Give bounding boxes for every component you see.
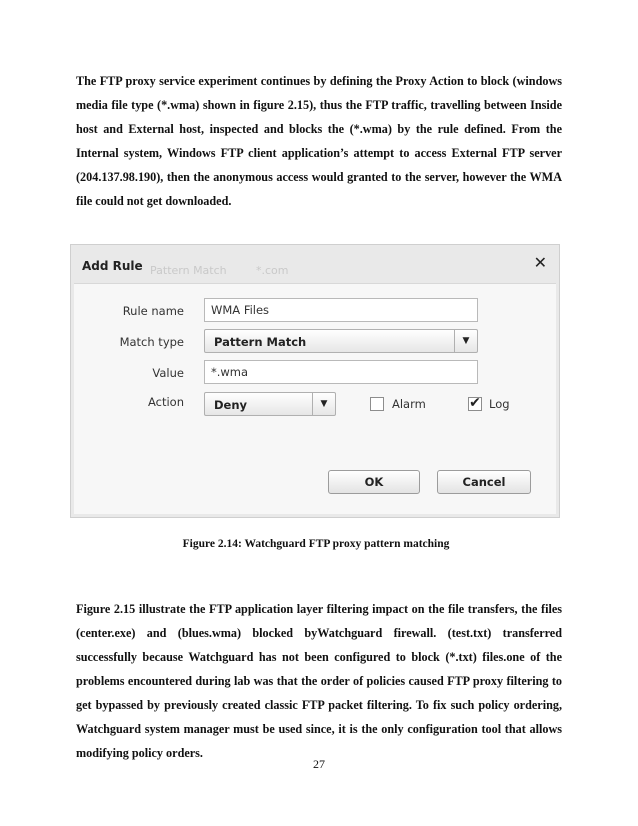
alarm-label: Alarm: [392, 397, 426, 411]
dialog-titlebar: [71, 245, 559, 283]
dialog-body: [74, 283, 556, 514]
figure-caption-text: Figure 2.14: Watchguard FTP proxy pattern matching: [182, 538, 450, 550]
body-paragraph-2: Figure 2.15 illustrate the FTP application layer filtering impact on the file transfers, the files (center.exe) and (blues.wma) blocked byWatchguard firewall. (test.txt) transferred successfully because Watchguard has not been configured to block (*.txt) files.one of the problems encountered during lab was that the order of policies caused FTP proxy filtering to get bypassed by previously created classic FTP packet filtering. To fix such policy ordering, Watchguard system manager must be used since, it is the only configuration tool that allows modifying policy orders.: [76, 602, 562, 760]
action-value: Deny: [214, 398, 248, 412]
chevron-down-icon: ▼: [312, 393, 335, 415]
rule-name-input[interactable]: WMA Files: [204, 298, 478, 322]
body-paragraph-1: The FTP proxy service experiment continues by defining the Proxy Action to block (windows media file type (*.wma) shown in figure 2.15), thus the FTP traffic, travelling between Inside host and External host, inspected and blocks the (*.wma) by the rule defined. From the Internal system, Windows FTP client application’s attempt to access External FTP server (204.137.98.190), then the anonymous access would granted to the server, however the WMA file could not get downloaded.: [76, 74, 562, 208]
figure-caption: [0, 538, 638, 550]
cancel-button[interactable]: Cancel: [437, 470, 531, 494]
ok-button[interactable]: OK: [328, 470, 420, 494]
alarm-checkbox[interactable]: [370, 397, 384, 411]
value-label: Value: [152, 366, 184, 380]
value-input[interactable]: *.wma: [204, 360, 478, 384]
log-checkbox[interactable]: ✔: [469, 395, 481, 411]
page-number: 27: [313, 757, 325, 771]
ghost-text-com: *.com: [256, 264, 289, 277]
chevron-down-icon: ▼: [454, 330, 477, 352]
match-type-value: Pattern Match: [214, 335, 307, 349]
close-icon[interactable]: ✕: [533, 253, 547, 272]
match-type-label: Match type: [119, 335, 184, 349]
action-select[interactable]: [204, 392, 336, 416]
log-label: Log: [489, 397, 510, 411]
add-rule-dialog-screenshot: [70, 244, 560, 518]
match-type-select[interactable]: [204, 329, 478, 353]
dialog-title: Add Rule: [82, 259, 143, 273]
ghost-text-pattern-match: Pattern Match: [150, 264, 227, 277]
rule-name-label: Rule name: [122, 304, 184, 318]
action-label: Action: [147, 395, 184, 409]
